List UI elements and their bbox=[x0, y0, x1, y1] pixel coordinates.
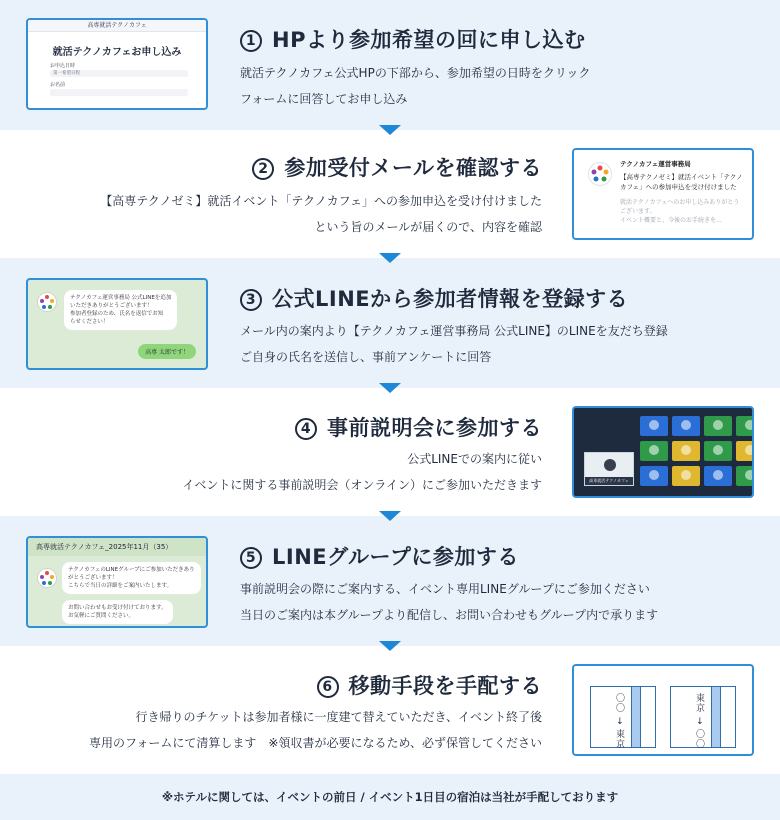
step-title-text: 事前説明会に参加する bbox=[327, 416, 542, 440]
step1-description bbox=[240, 60, 590, 112]
message-line: テクノカフェのLINEグループにご参加いただきあり bbox=[68, 567, 195, 573]
participant-tile bbox=[736, 441, 754, 461]
message-line: いただきありがとうございます！ bbox=[70, 303, 153, 309]
user-icon bbox=[649, 470, 659, 480]
user-icon bbox=[604, 459, 616, 471]
line-group-thumbnail bbox=[26, 536, 208, 628]
step-number: 6 bbox=[317, 676, 339, 698]
message-line: 参加者登録のため、氏名を返信でお知 bbox=[70, 311, 164, 317]
train-ticket-thumbnail bbox=[572, 664, 754, 756]
participant-tile bbox=[704, 441, 732, 461]
self-view-tile bbox=[584, 452, 634, 486]
user-icon bbox=[745, 445, 754, 455]
participant-tile bbox=[736, 416, 754, 436]
down-arrow-icon bbox=[379, 253, 401, 263]
down-arrow-icon bbox=[379, 125, 401, 135]
step3-title bbox=[240, 283, 628, 313]
step4-title bbox=[295, 412, 542, 442]
step-number: 2 bbox=[252, 158, 274, 180]
step6-title bbox=[317, 670, 543, 700]
user-icon bbox=[713, 470, 723, 480]
participant-tile bbox=[672, 466, 700, 486]
description-line: フォームに回答してお申し込み bbox=[240, 92, 408, 106]
description-line: 当日のご案内は本グループより配信し、お問い合わせもグループ内で承ります bbox=[240, 608, 659, 622]
message-line: がとうございます！ bbox=[68, 575, 118, 581]
description-line: メール内の案内より【テクノカフェ運営事務局 公式LINE】のLINEを友だち登録 bbox=[240, 324, 668, 338]
step-number: 4 bbox=[295, 418, 317, 440]
participant-tile bbox=[640, 466, 668, 486]
down-arrow-icon bbox=[379, 641, 401, 651]
description-line: 公式LINEでの案内に従い bbox=[407, 452, 542, 466]
participant-tile bbox=[704, 416, 732, 436]
participant-tile bbox=[640, 441, 668, 461]
participant-tile bbox=[640, 416, 668, 436]
email-sender: テクノカフェ運営事務局 bbox=[620, 160, 691, 168]
email-body-preview bbox=[620, 198, 739, 225]
email-subject bbox=[620, 172, 743, 192]
step-number: 3 bbox=[240, 289, 262, 311]
subject-line: カフェ」への参加申込を受け付けました bbox=[620, 183, 737, 191]
user-icon bbox=[681, 445, 691, 455]
user-icon bbox=[681, 470, 691, 480]
confirmation-email-thumbnail bbox=[572, 148, 754, 240]
body-line: ございます。 bbox=[620, 208, 656, 215]
step4-description bbox=[182, 446, 542, 498]
hotel-note: ※ホテルに関しては、イベントの前日 / イベント1日目の宿泊は当社が手配しております bbox=[161, 790, 619, 804]
step2-description bbox=[100, 188, 542, 240]
form-header: 高専就活テクノカフェ bbox=[28, 20, 206, 32]
message-line: らせください！ bbox=[70, 319, 109, 325]
message-line: お問い合わせもお受け付けております。 bbox=[68, 605, 167, 611]
description-line: ご自身の氏名を送信し、事前アンケートに回答 bbox=[240, 350, 492, 364]
description-line: 専用のフォームにて清算します ※領収書が必要になるため、必ず保管してください bbox=[89, 736, 542, 750]
down-arrow-icon bbox=[379, 511, 401, 521]
ticket-route: 東京 → 〇〇 bbox=[694, 693, 704, 750]
user-icon bbox=[713, 420, 723, 430]
ticket bbox=[670, 686, 736, 748]
step2-title bbox=[252, 152, 542, 182]
form-field bbox=[50, 89, 188, 96]
user-icon bbox=[745, 470, 754, 480]
sender-logo-icon bbox=[588, 162, 612, 186]
step-title-text: LINEグループに参加する bbox=[272, 545, 519, 569]
user-icon bbox=[649, 420, 659, 430]
official-account-avatar bbox=[37, 292, 57, 312]
step5-title bbox=[240, 541, 519, 571]
description-line: 行き帰りのチケットは参加者様に一度建て替えていただき、イベント終了後 bbox=[135, 710, 542, 724]
self-view-label: 高専就活テクノカフェ bbox=[585, 477, 633, 485]
ticket-stripe bbox=[631, 687, 641, 747]
participant-tile bbox=[736, 466, 754, 486]
step3-description bbox=[240, 318, 668, 370]
message-line: お気軽にご質問ください。 bbox=[68, 613, 135, 619]
message-line: こちらで当日の詳細をご案内いたします。 bbox=[68, 583, 173, 589]
body-line: 就活テクノカフェへのお申し込みありがとう bbox=[620, 199, 740, 206]
description-line: 就活テクノカフェ公式HPの下部から、参加希望の日時をクリック bbox=[240, 66, 591, 80]
outgoing-message: 高専 太郎です！ bbox=[138, 344, 196, 359]
form-field: 第一希望日程 bbox=[50, 70, 188, 77]
message-line: テクノカフェ運営事務局 公式LINEを追加 bbox=[70, 295, 172, 301]
step-title-text: 移動手段を手配する bbox=[348, 674, 542, 698]
step-number: 5 bbox=[240, 547, 262, 569]
group-name: 高専就活テクノカフェ_2025年11月（35） bbox=[28, 538, 206, 556]
line-chat-thumbnail bbox=[26, 278, 208, 370]
user-icon bbox=[681, 420, 691, 430]
application-form-thumbnail bbox=[26, 18, 208, 110]
body-line: イベント概要と、今後のお手続きを... bbox=[620, 217, 722, 224]
description-line: 事前説明会の際にご案内する、イベント専用LINEグループにご参加ください bbox=[240, 582, 650, 596]
form-title: 就活テクノカフェお申し込み bbox=[52, 47, 182, 58]
ticket bbox=[590, 686, 656, 748]
incoming-message bbox=[64, 290, 177, 330]
step5-description bbox=[240, 576, 658, 628]
down-arrow-icon bbox=[379, 383, 401, 393]
ticket-route: 〇〇 → 東京 bbox=[614, 693, 624, 750]
step1-title bbox=[240, 24, 585, 54]
participant-tile bbox=[672, 441, 700, 461]
group-message bbox=[62, 600, 173, 624]
subject-line: 【高専テクノゼミ】就活イベント「テクノ bbox=[620, 173, 743, 181]
step-title-text: 参加受付メールを確認する bbox=[284, 156, 542, 180]
online-meeting-thumbnail bbox=[572, 406, 754, 498]
participant-tile bbox=[704, 466, 732, 486]
step-title-text: 公式LINEから参加者情報を登録する bbox=[272, 287, 629, 311]
description-line: 【高専テクノゼミ】就活イベント「テクノカフェ」への参加申込を受け付けました bbox=[100, 194, 542, 208]
user-icon bbox=[649, 445, 659, 455]
description-line: という旨のメールが届くので、内容を確認 bbox=[314, 220, 542, 234]
ticket-stripe bbox=[711, 687, 721, 747]
user-icon bbox=[745, 420, 754, 430]
step-title-text: HPより参加希望の回に申し込む bbox=[272, 28, 586, 52]
form-field-label: お申込日時 bbox=[50, 63, 76, 69]
form-field-label: お名前 bbox=[50, 82, 66, 88]
step6-description bbox=[89, 704, 542, 756]
description-line: イベントに関する事前説明会（オンライン）にご参加いただきます bbox=[182, 478, 542, 492]
group-message bbox=[62, 562, 201, 594]
step-number: 1 bbox=[240, 30, 262, 52]
participant-tile bbox=[672, 416, 700, 436]
user-icon bbox=[713, 445, 723, 455]
official-account-avatar bbox=[37, 568, 57, 588]
